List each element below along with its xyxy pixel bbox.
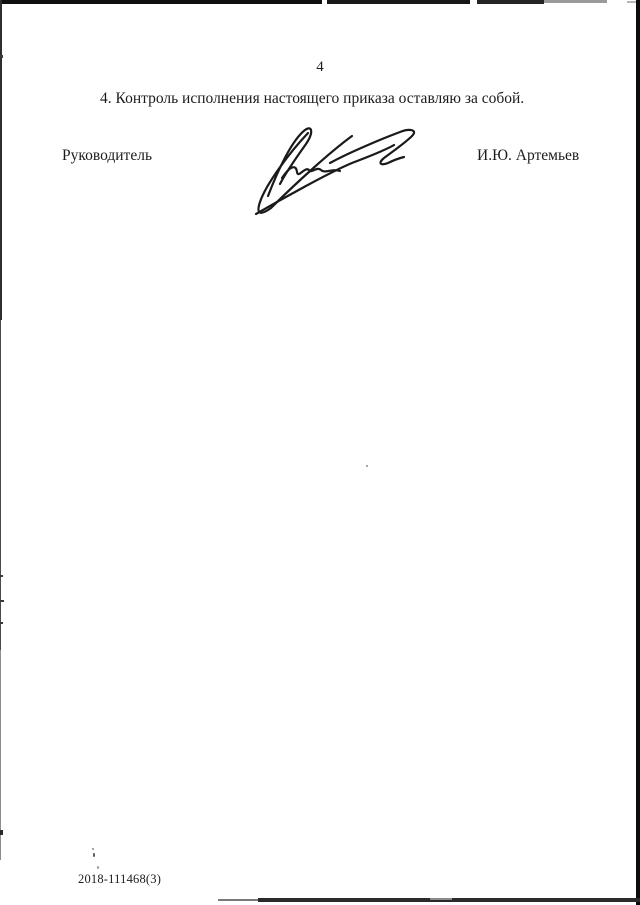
scan-artifact-mark bbox=[0, 830, 3, 835]
scan-artifact-left-edge bbox=[0, 650, 1, 860]
document-code: 2018-111468(3) bbox=[78, 872, 162, 886]
scan-artifact-mark bbox=[0, 622, 3, 624]
scan-artifact-top-edge bbox=[327, 0, 470, 4]
scan-artifact-top-edge bbox=[544, 0, 607, 3]
scan-artifact-speck bbox=[93, 853, 95, 857]
scan-artifact-top-edge bbox=[477, 0, 544, 4]
scan-artifact-bottom-edge bbox=[218, 899, 258, 901]
signer-name: И.Ю. Артемьев bbox=[477, 147, 580, 164]
scan-artifact-mark bbox=[0, 575, 3, 577]
scan-artifact-speck bbox=[92, 848, 94, 850]
scan-artifact-speck bbox=[366, 465, 368, 467]
scan-artifact-bottom-edge bbox=[430, 898, 452, 900]
signer-title: Руководитель bbox=[62, 147, 153, 164]
page-number: 4 bbox=[316, 59, 324, 75]
scan-artifact-mark bbox=[0, 55, 3, 58]
scan-artifact-mark bbox=[0, 600, 4, 602]
scan-artifact-left-edge bbox=[0, 0, 2, 320]
signature-stroke bbox=[330, 130, 414, 164]
body-paragraph: 4. Контроль исполнения настоящего приказа оставляю за собой. bbox=[100, 90, 525, 107]
scan-artifact-speck bbox=[97, 866, 99, 869]
scan-artifact-top-edge bbox=[0, 0, 322, 4]
scan-artifact-right-edge bbox=[636, 0, 640, 905]
signature-image bbox=[250, 122, 422, 218]
